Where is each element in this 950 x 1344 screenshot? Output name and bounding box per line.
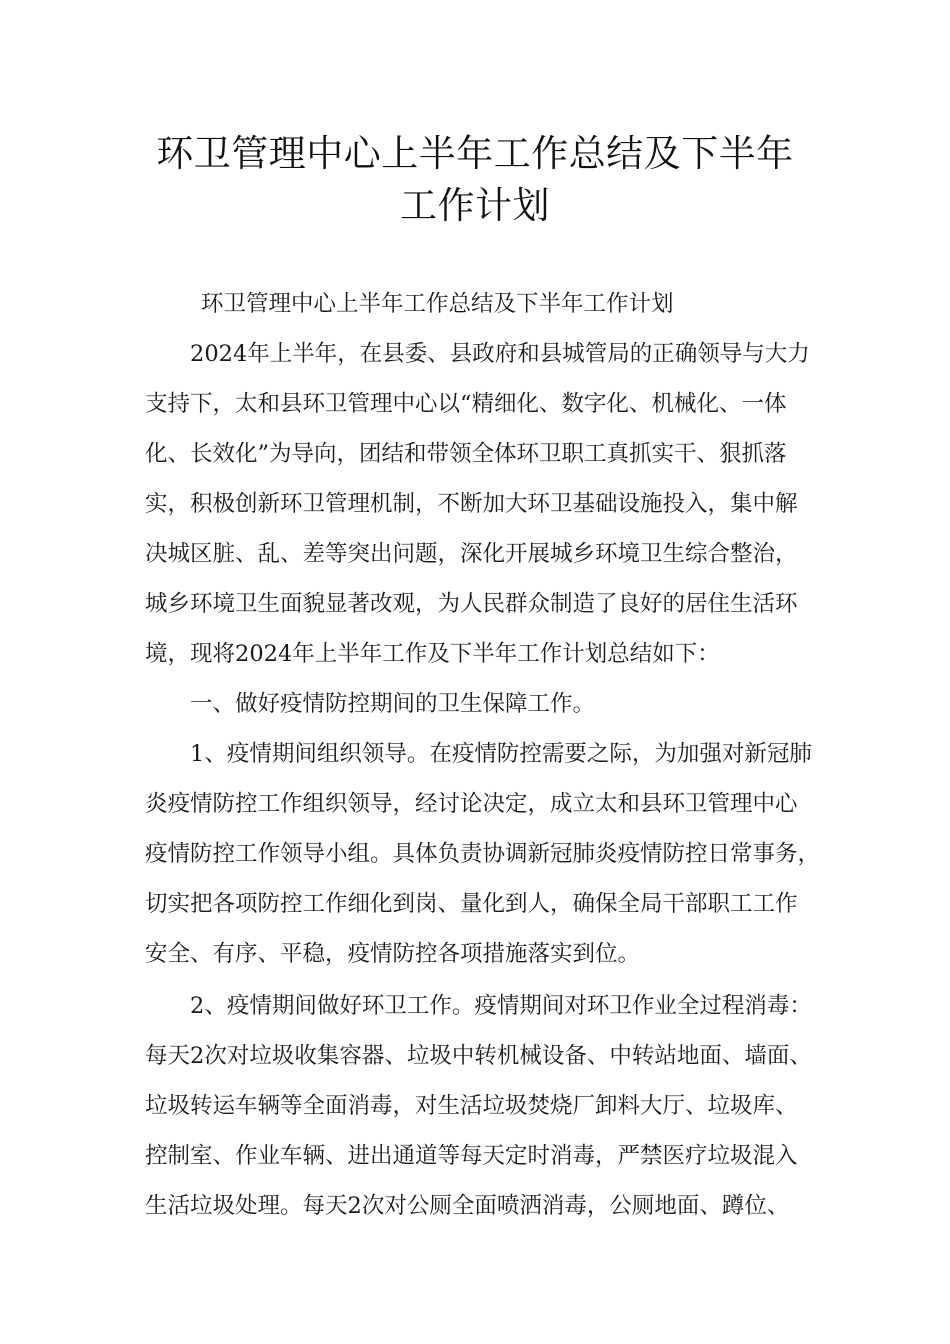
text-line: 实，积极创新环卫管理机制，不断加大环卫基础设施投入，集中解	[145, 491, 798, 517]
text-line: 炎疫情防控工作组织领导，经讨论决定，成立太和县环卫管理中心	[145, 791, 798, 817]
text-line: 城乡环境卫生面貌显著改观，为人民群众制造了良好的居住生活环	[145, 591, 798, 617]
paragraph-intro	[145, 329, 825, 679]
text-line: 1、疫情期间组织领导。在疫情防控需要之际，为加强对新冠肺	[190, 741, 812, 767]
text-line: 每天2次对垃圾收集容器、垃圾中转机械设备、中转站地面、墙面、	[145, 1043, 812, 1069]
text-line: 疫情防控工作领导小组。具体负责协调新冠肺炎疫情防控日常事务，	[145, 841, 821, 867]
subtitle-paragraph	[145, 279, 825, 329]
text-line: 境，现将2024年上半年工作及下半年工作计划总结如下：	[145, 641, 720, 667]
text-line: 决城区脏、乱、差等突出问题，深化开展城乡环境卫生综合整治，	[145, 541, 798, 567]
section-heading-1	[145, 679, 825, 729]
heading-line: 一、做好疫情防控期间的卫生保障工作。	[190, 691, 596, 717]
title-line: 工作计划	[400, 184, 550, 227]
title-line: 环卫管理中心上半年工作总结及下半年	[156, 132, 794, 175]
document-body	[145, 279, 825, 1231]
text-line: 安全、有序、平稳，疫情防控各项措施落实到位。	[145, 941, 641, 967]
text-line: 化、长效化”为导向，团结和带领全体环卫职工真抓实干、狠抓落	[145, 441, 787, 467]
text-line: 控制室、作业车辆、进出通道等每天定时消毒，严禁医疗垃圾混入	[145, 1143, 798, 1169]
paragraph-item-1	[145, 729, 825, 979]
document-title	[120, 128, 830, 232]
text-line: 2、疫情期间做好环卫工作。疫情期间对环卫作业全过程消毒：	[190, 993, 812, 1019]
text-line: 生活垃圾处理。每天2次对公厕全面喷洒消毒，公厕地面、蹲位、	[145, 1193, 790, 1219]
text-line: 2024年上半年，在县委、县政府和县城管局的正确领导与大力	[190, 341, 810, 367]
text-line: 切实把各项防控工作细化到岗、量化到人，确保全局干部职工工作	[145, 891, 798, 917]
subtitle: 环卫管理中心上半年工作总结及下半年工作计划	[201, 291, 674, 317]
text-line: 支持下，太和县环卫管理中心以“精细化、数字化、机械化、一体	[145, 391, 787, 417]
paragraph-item-2	[145, 981, 825, 1231]
text-line: 垃圾转运车辆等全面消毒，对生活垃圾焚烧厂卸料大厅、垃圾库、	[145, 1093, 798, 1119]
